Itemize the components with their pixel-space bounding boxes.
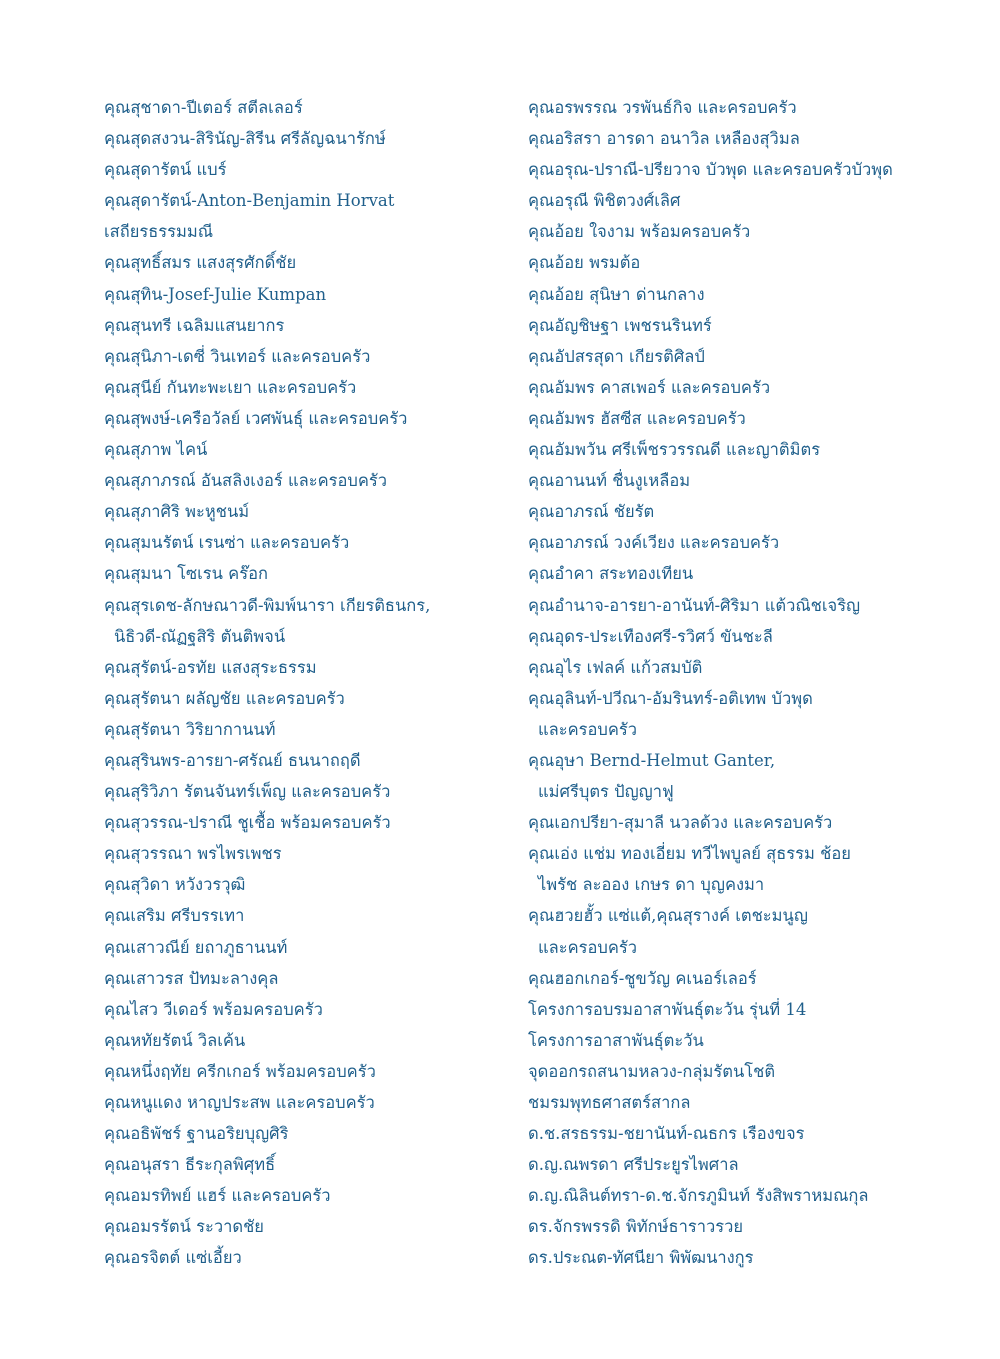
name-entry: คุณอัญชิษฐา เพชรนรินทร์ [528,315,712,335]
name-entry: คุณอนุสรา ธีระกุลพิศุทธิ์ [104,1155,276,1175]
name-entry: คุณสุพงษ์-เครือวัลย์ เวศพันธุ์ และครอบครัว [104,408,408,428]
name-entry: คุณอมรทิพย์ แฮร์ และครอบครัว [104,1186,331,1206]
name-entry: คุณอำคา สระทองเทียน [528,564,694,584]
name-entry: คุณอริสรา อารดา อนาวิล เหลืองสุวิมล [528,129,800,149]
name-entry: คุณสุรัตนา วิริยากานนท์ [104,719,276,739]
name-entry: คุณเสาวรส ปัทมะลางคุล [104,968,279,988]
name-entry: คุณสุภาศิริ พะหูชนม์ [104,502,250,522]
name-entry: คุณอำนาจ-อารยา-อานันท์-ศิริมา แต้วณิชเจริญ [528,595,861,615]
name-entry: คุณอุไร เฟลค์ แก้วสมบัติ [528,657,703,677]
name-entry-continuation: แม่ศรีบุตร ปัญญาฟู [538,782,674,802]
name-entry: ด.ญ.ณพรดา ศรีประยูรไพศาล [528,1155,739,1175]
name-entry-continuation: และครอบครัว [538,719,638,739]
name-entry: คุณอาภรณ์ วงค์เวียง และครอบครัว [528,533,780,553]
name-entry: คุณสุริวิภา รัตนจันทร์เพ็ญ และครอบครัว [104,782,391,802]
name-entry: คุณสุทิน-Josef-Julie Kumpan [104,284,327,304]
name-entry: คุณสุดสงวน-สิรินัญ-สิรีน ศรีลัญฉนารักษ์ [104,129,386,149]
name-entry: คุณสุวรรณา พรไพรเพชร [104,844,282,864]
name-entry: คุณสุนิภา-เดซี่ วินเทอร์ และครอบครัว [104,346,371,366]
name-entry: เสถียรธรรมมณี [104,222,214,242]
name-entry: คุณอุดร-ประเทืองศรี-รวิศว์ ขันชะลี [528,626,773,646]
name-entry: คุณหนึ่งฤทัย ครีกเกอร์ พร้อมครอบครัว [104,1061,376,1081]
name-entry-continuation: นิธิวดี-ณัฏฐสิริ ตันติพจน์ [114,626,286,646]
name-entry: คุณสุรินพร-อารยา-ศรัณย์ ธนนาถฤดี [104,750,361,770]
name-entry-continuation: และครอบครัว [538,937,638,957]
name-entry: คุณสุรัตน์-อรทัย แสงสุระธรรม [104,657,317,677]
name-entry: คุณอัมพร ฮัสซีส และครอบครัว [528,408,746,428]
name-entry: คุณสุภาพ ไคน์ [104,440,208,460]
name-entry: คุณฮอกเกอร์-ชูขวัญ คเนอร์เลอร์ [528,968,757,988]
name-entry: ด.ญ.ณิลินต์ทรา-ด.ช.จักรภูมินท์ รังสิพราหมณกุล [528,1186,869,1206]
name-entry: คุณสุดารัตน์-Anton-Benjamin Horvat [104,191,395,211]
name-entry: โครงการอาสาพันธุ์ตะวัน [528,1030,704,1050]
name-entry: คุณสุรัตนา ผลัญชัย และครอบครัว [104,688,345,708]
name-entry: คุณเอ่ง แช่ม ทองเอี่ยม ทวีไพบูลย์ สุธรรม ช้อย [528,844,851,864]
name-entry: ด.ช.สรธรรม-ชยานันท์-ณธกร เรืองขจร [528,1124,805,1144]
name-entry: คุณหทัยรัตน์ วิลเค้น [104,1030,246,1050]
name-entry: คุณอัมพร คาสเพอร์ และครอบครัว [528,377,771,397]
name-entry: คุณสุวิดา หวังวรวุฒิ [104,875,246,895]
name-entry: คุณอุษา Bernd-Helmut Ganter, [528,750,776,770]
name-entry: คุณอรพรรณ วรพันธ์กิจ และครอบครัว [528,98,797,117]
name-entry: คุณอัปสรสุดา เกียรติศิลป์ [528,346,705,366]
name-entry: ดร.จักรพรรดิ พิทักษ์ธาราวรวย [528,1217,744,1237]
name-entry: คุณสุมนรัตน์ เรนซ่า และครอบครัว [104,533,350,553]
name-entry: คุณอ้อย ใจงาม พร้อมครอบครัว [528,222,751,242]
name-entry: คุณไสว วีเดอร์ พร้อมครอบครัว [104,999,323,1019]
name-entry: คุณอานนท์ ชื่นงูเหลือม [528,471,691,491]
name-entry: คุณหนูแดง หาญประสพ และครอบครัว [104,1093,375,1112]
name-entry: คุณอรุณี พิชิตวงศ์เลิศ [528,191,681,211]
name-entry: คุณอัมพวัน ศรีเพ็ชรวรรณดี และญาติมิตร [528,440,821,460]
name-entry: คุณฮวยฮั้ว แซ่แต้,คุณสุรางค์ เตชะมนูญ [528,906,808,926]
name-entry: คุณสุวรรณ-ปราณี ชูเชื้อ พร้อมครอบครัว [104,813,391,833]
name-entry: คุณเอกปรียา-สุมาลี นวลด้วง และครอบครัว [528,813,833,833]
name-entry: คุณเสาวณีย์ ยถาภูธานนท์ [104,937,288,957]
name-entry: คุณอ้อย พรมต้อ [528,253,641,273]
name-entry: คุณอรจิตต์ แซ่เอี้ยว [104,1248,242,1268]
name-entry: คุณเสริม ศรีบรรเทา [104,906,245,926]
name-entry: คุณสุชาดา-ปีเตอร์ สตีลเลอร์ [104,98,303,117]
name-entry: คุณสุมนา โซเรน คร๊อก [104,564,268,584]
name-entry: คุณอธิพัชร์ ฐานอริยบุญศิริ [104,1124,289,1144]
name-entry: คุณสุรเดช-ลักษณาวดี-พิมพ์นารา เกียรติธนกร, [104,595,431,615]
name-entry: คุณอรุณ-ปราณี-ปรียวาจ บัวพุด และครอบครัวบัวพุด [528,160,893,180]
name-entry: คุณอุลินท์-ปวีณา-อัมรินทร์-อติเทพ บัวพุด [528,688,813,708]
right-name-column [528,92,968,1274]
name-entry: คุณสุทธิ์สมร แสงสุรศักดิ์ชัย [104,253,297,273]
name-entry: คุณสุดารัตน์ แบร์ [104,160,227,180]
name-entry: คุณอาภรณ์ ชัยรัต [528,502,655,522]
name-entry: คุณอมรรัตน์ ระวาดชัย [104,1217,264,1237]
name-entry: โครงการอบรมอาสาพันธุ์ตะวัน รุ่นที่ 14 [528,999,807,1019]
name-entry: จุดออกรถสนามหลวง-กลุ่มรัตนโชติ [528,1061,776,1081]
name-entry: คุณอ้อย สุนิษา ด่านกลาง [528,284,705,304]
name-entry-continuation: ไพรัช ละออง เกษร ดา บุญคงมา [538,875,765,895]
name-entry: คุณสุภาภรณ์ อันสลิงเงอร์ และครอบครัว [104,471,388,491]
left-name-column [104,92,514,1274]
name-entry: ดร.ประณต-ทัศนียา พิพัฒนางกูร [528,1248,754,1268]
name-entry: ชมรมพุทธศาสตร์สากล [528,1093,691,1112]
name-entry: คุณสุนทรี เฉลิมแสนยากร [104,315,285,335]
name-entry: คุณสุนีย์ กันทะพะเยา และครอบครัว [104,377,357,397]
